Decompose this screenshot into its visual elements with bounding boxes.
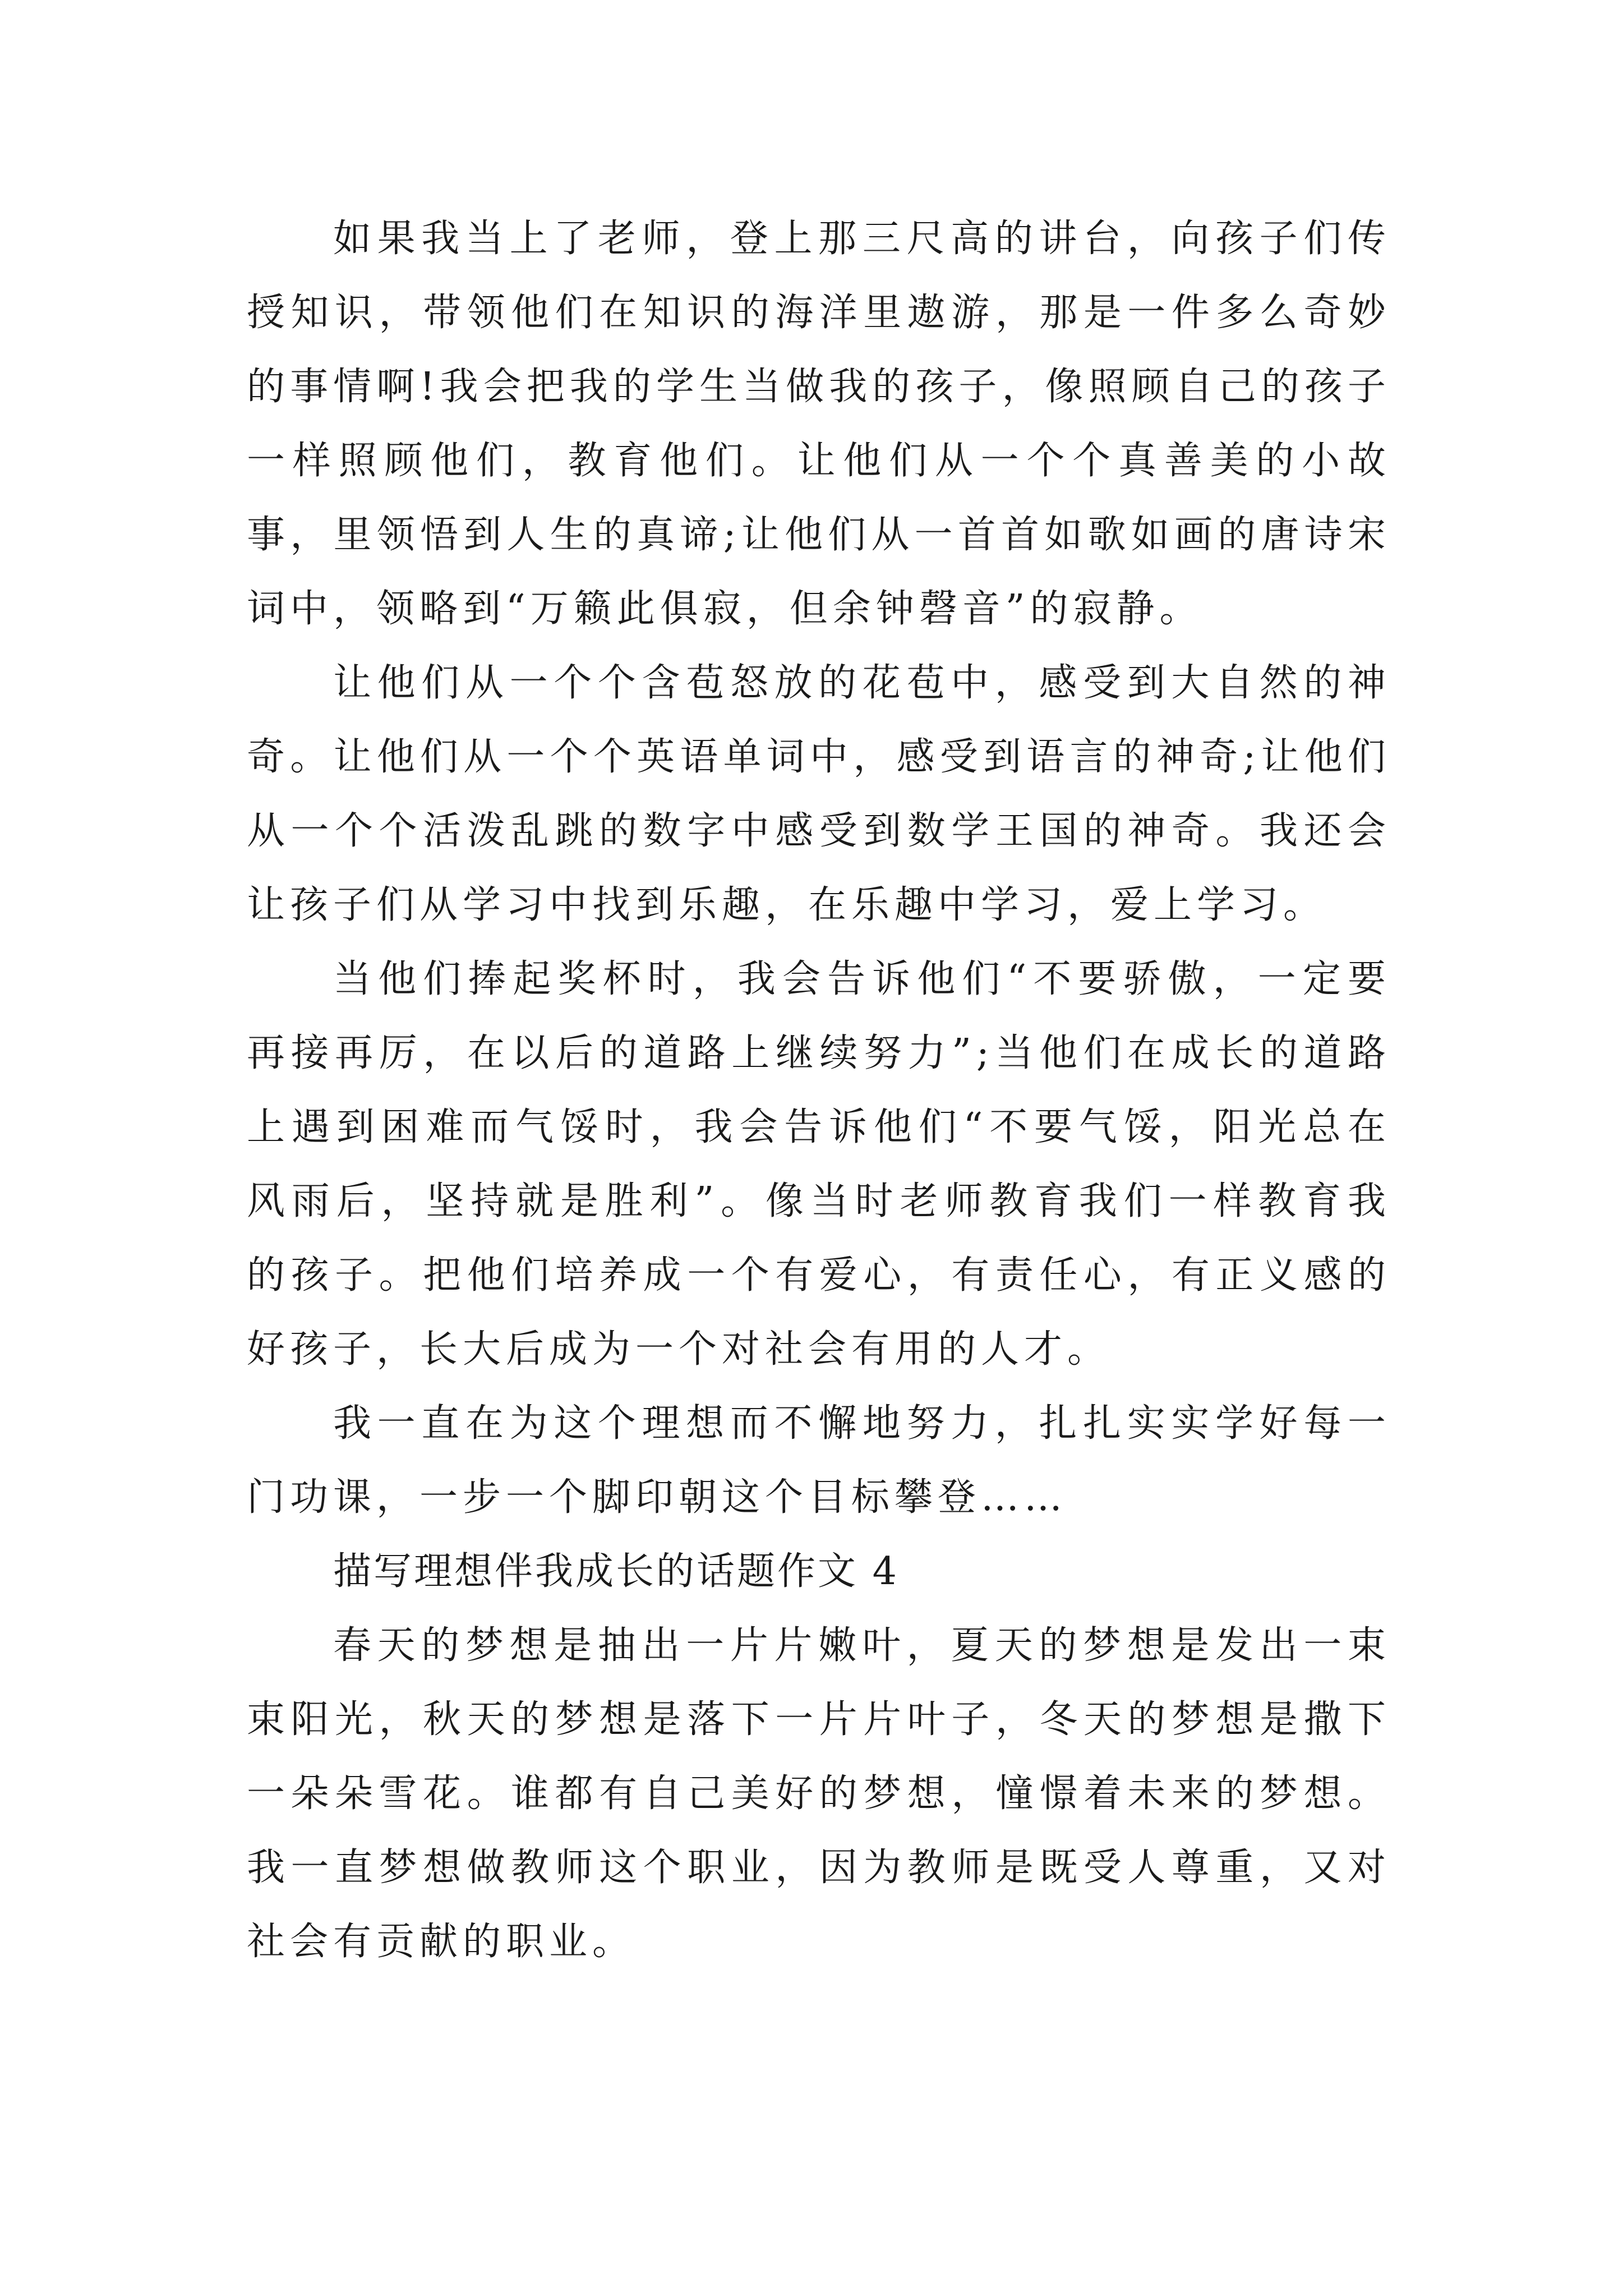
paragraph-5: 春天的梦想是抽出一片片嫩叶，夏天的梦想是发出一束束阳光，秋天的梦想是落下一片片叶子，冬天的梦想是撒下一朵朵雪花。谁都有自己美好的梦想，憧憬着未来的梦想。我一直梦想做教师这个职业，因为教师是既受人尊重，又对社会有贡献的职业。 — [247, 1623, 1391, 1964]
paragraph-2: 让他们从一个个含苞怒放的花苞中，感受到大自然的神奇。让他们从一个个英语单词中，感受到语言的神奇;让他们从一个个活泼乱跳的数字中感受到数学王国的神奇。我还会让孩子们从学习中找到乐趣，在乐趣中学习，爱上学习。 — [247, 661, 1391, 927]
paragraph-1: 如果我当上了老师，登上那三尺高的讲台，向孩子们传授知识，带领他们在知识的海洋里遨游，那是一件多么奇妙的事情啊!我会把我的学生当做我的孩子，像照顾自己的孩子一样照顾他们，教育他们。让他们从一个个真善美的小故事，里领悟到人生的真谛;让他们从一首首如歌如画的唐诗宋词中，领略到“万籁此俱寂，但余钟磬音”的寂静。 — [247, 217, 1391, 631]
section-heading: 描写理想伴我成长的话题作文 4 — [333, 1549, 899, 1594]
document-body — [247, 202, 1391, 1979]
paragraph-4: 我一直在为这个理想而不懈地努力，扎扎实实学好每一门功课，一步一个脚印朝这个目标攀登…… — [247, 1401, 1391, 1520]
paragraph-3: 当他们捧起奖杯时，我会告诉他们“不要骄傲，一定要再接再厉，在以后的道路上继续努力”;当他们在成长的道路上遇到困难而气馁时，我会告诉他们“不要气馁，阳光总在风雨后，坚持就是胜利”。像当时老师教育我们一样教育我的孩子。把他们培养成一个有爱心，有责任心，有正义感的好孩子，长大后成为一个对社会有用的人才。 — [247, 957, 1391, 1372]
